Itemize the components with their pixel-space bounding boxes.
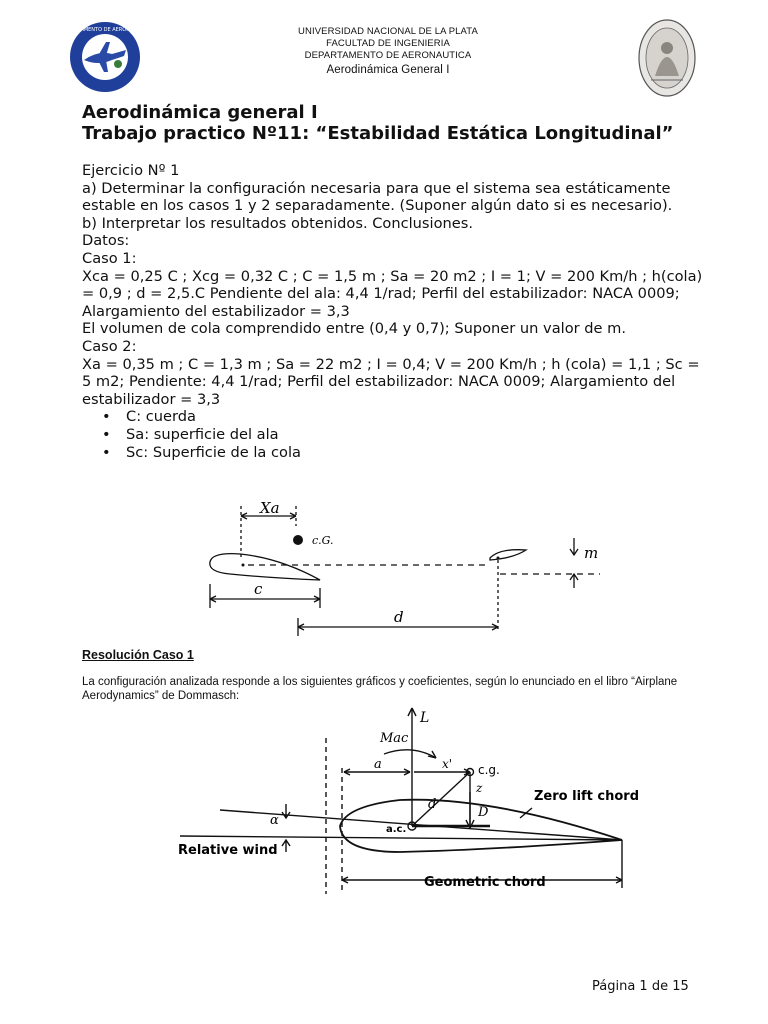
caso1-volume: El volumen de cola comprendido entre (0,4 y 0,7); Suponer un valor de m. bbox=[82, 320, 626, 338]
label-drag: D bbox=[478, 805, 489, 820]
exercise-part-a: a) Determinar la configuración necesaria para que el sistema sea estáticamente estable en los casos 1 y 2 separadamente. (Suponer algún dato si es necesario). bbox=[82, 179, 673, 215]
logo-left-text: DEPARTAMENTO DE AERONAUTICA bbox=[61, 27, 149, 33]
label-z: z bbox=[476, 781, 483, 795]
label-relative-wind: Relative wind bbox=[178, 843, 278, 858]
exercise-heading: Ejercicio Nº 1 bbox=[82, 162, 180, 179]
label-m: m bbox=[584, 544, 599, 562]
bullet-icon: • bbox=[102, 425, 111, 443]
label-d-lower: d bbox=[428, 797, 437, 812]
label-d: d bbox=[394, 608, 404, 626]
exercise-part-b: b) Interpretar los resultados obtenidos. Conclusiones. bbox=[82, 214, 473, 232]
list-item: • Sc: Superficie de la cola bbox=[102, 443, 301, 461]
caso2-label: Caso 2: bbox=[82, 337, 137, 355]
course-name: Aerodinámica General I bbox=[326, 64, 450, 76]
title-line-1: Aerodinámica general I bbox=[82, 102, 318, 123]
department-name: DEPARTAMENTO DE AERONAUTICA bbox=[304, 50, 472, 61]
department-logo bbox=[61, 20, 149, 94]
label-c: c bbox=[254, 580, 263, 598]
university-seal bbox=[637, 18, 697, 98]
title-line-2: Trabajo practico Nº11: “Estabilidad Estática Longitudinal” bbox=[82, 123, 674, 144]
bullet-icon: • bbox=[102, 443, 111, 461]
label-xa: Xa bbox=[260, 499, 280, 517]
exercise-body bbox=[82, 162, 712, 461]
airfoil-force-diagram bbox=[160, 708, 640, 894]
wing-tail-diagram bbox=[200, 498, 610, 638]
label-geometric-chord: Geometric chord bbox=[424, 875, 546, 890]
label-x-prime: x' bbox=[442, 757, 453, 771]
document-title bbox=[82, 102, 673, 144]
resolution-text: La configuración analizada responde a los siguientes gráficos y coeficientes, según lo enunciado en el libro “Airplane Aerodynamics” de Dommasch: bbox=[82, 676, 678, 702]
datos-label: Datos: bbox=[82, 232, 130, 250]
caso2-text: Xa = 0,35 m ; C = 1,3 m ; Sa = 22 m2 ; I = 0,4; V = 200 Km/h ; h (cola) = 1,1 ; Sc = 5 m2; Pendiente: 4,4 1/rad; Perfil del estabilizador: NACA 0009; Alargamiento del estabilizador = 3,3 bbox=[82, 355, 700, 408]
label-ac: a.c. bbox=[386, 824, 407, 835]
resolution-title: Resolución Caso 1 bbox=[82, 648, 194, 662]
label-cg: c.G. bbox=[312, 534, 334, 547]
label-a: a bbox=[374, 757, 382, 772]
page-number: Página 1 de 15 bbox=[592, 979, 689, 994]
label-moment: Mac bbox=[380, 731, 409, 746]
cg-marker bbox=[293, 535, 303, 545]
list-item: • C: cuerda bbox=[102, 408, 196, 426]
bullet-icon: • bbox=[102, 408, 111, 426]
definitions-list bbox=[82, 408, 712, 461]
university-name: UNIVERSIDAD NACIONAL DE LA PLATA bbox=[298, 26, 478, 37]
label-lift: L bbox=[420, 710, 430, 726]
faculty-name: FACULTAD DE INGENIERIA bbox=[326, 38, 450, 49]
caso1-label: Caso 1: bbox=[82, 249, 137, 267]
caso1-text: Xca = 0,25 C ; Xcg = 0,32 C ; C = 1,5 m ; Sa = 20 m2 ; I = 1; V = 200 Km/h ; h(cola) = 0,9 ; d = 2,5.C Pendiente del ala: 4,4 1/rad; Perfil del estabilizador: NACA 0009; Alargamiento del estabilizador = 3,3 bbox=[82, 267, 703, 320]
institution-header bbox=[240, 26, 536, 78]
label-cg: c.g. bbox=[478, 763, 500, 777]
label-alpha: α bbox=[270, 813, 279, 828]
list-item: • Sa: superficie del ala bbox=[102, 425, 279, 443]
label-zero-lift-chord: Zero lift chord bbox=[534, 789, 640, 804]
